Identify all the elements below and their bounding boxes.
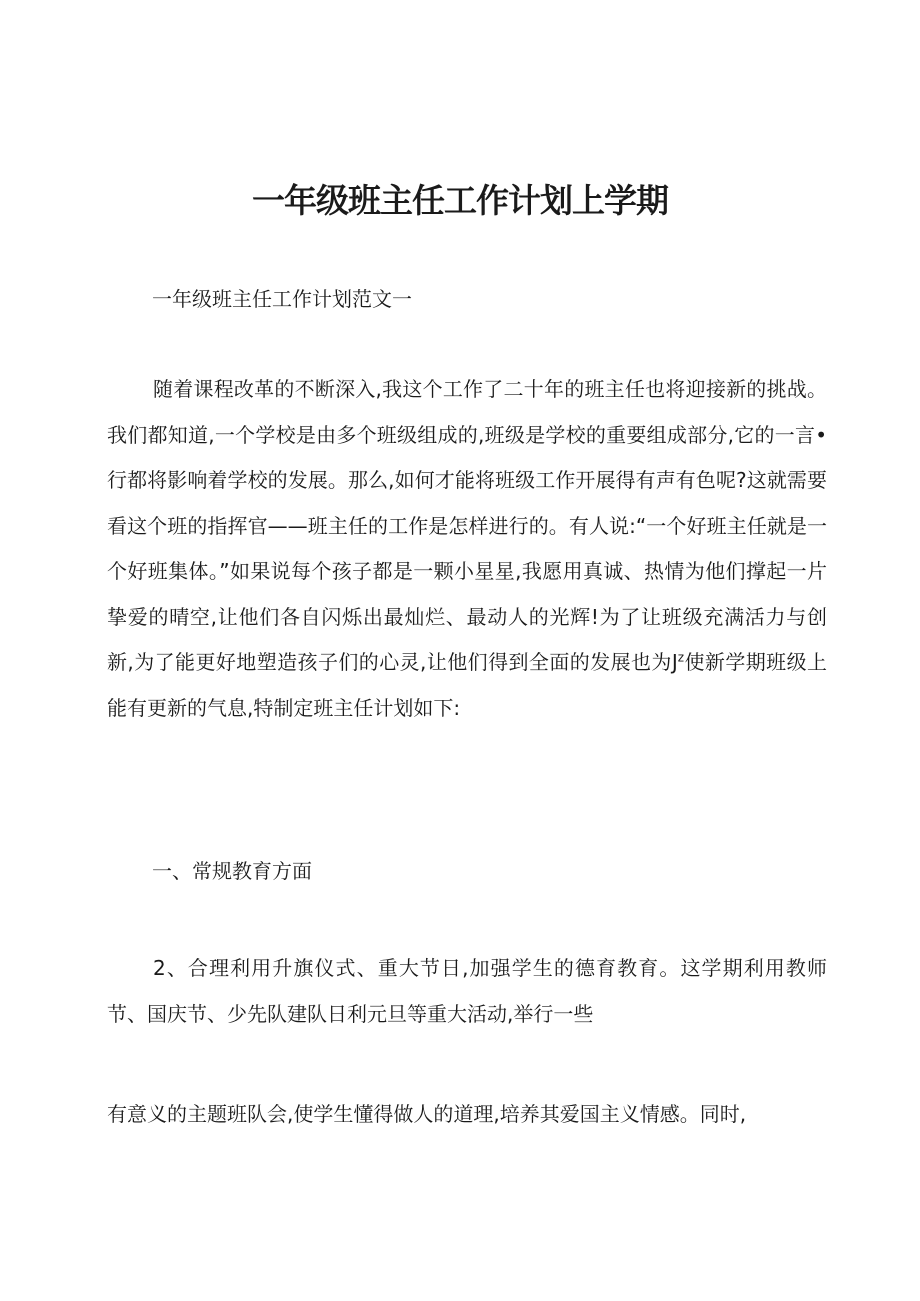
paragraph-intro-text: 随着课程改革的不断深入,我这个工作了二十年的班主任也将迎接新的挑战。我们都知道,一个学校是由多个班级组成的,班级是学校的重要组成部分,它的一言•行都将影响着学校的发展。那么,如何才能将班级工作开展得有声有色呢?这就需要看这个班的指挥官——班主任的工作是怎样进行的。有人说:“一个好班主任就是一个好班集体。”如果说每个孩子都是一颗小星星,我愿用真诚、热情为他们撑起一片挚爱的晴空,让他们各自闪烁出最灿烂、最动人的光辉!为了让班级充满活力与创新,为了能更好地塑造孩子们的心灵,让他们得到全面的发展也为J (107, 377, 827, 674)
document-title: 一年级班主任工作计划上学期 (252, 181, 668, 220)
paragraph-intro (107, 367, 827, 731)
document-subheading: 一年级班主任工作计划范文一 (152, 287, 412, 311)
paragraph-continuation: 有意义的主题班队会,使学生懂得做人的道理,培养其爱国主义情感。同时, (107, 1102, 747, 1126)
paragraph-intro-superscript: z (677, 650, 685, 665)
paragraph-item-2: 2、合理利用升旗仪式、重大节日,加强学生的德育教育。这学期利用教师节、国庆节、少先队建队日利元旦等重大活动,举行一些 (107, 956, 827, 1026)
paragraph-intro-tail: 使新学期班级上能有更新的气息,特制定班主任计划如下: (107, 650, 827, 720)
section-heading-routine-education: 一、常规教育方面 (152, 859, 312, 883)
